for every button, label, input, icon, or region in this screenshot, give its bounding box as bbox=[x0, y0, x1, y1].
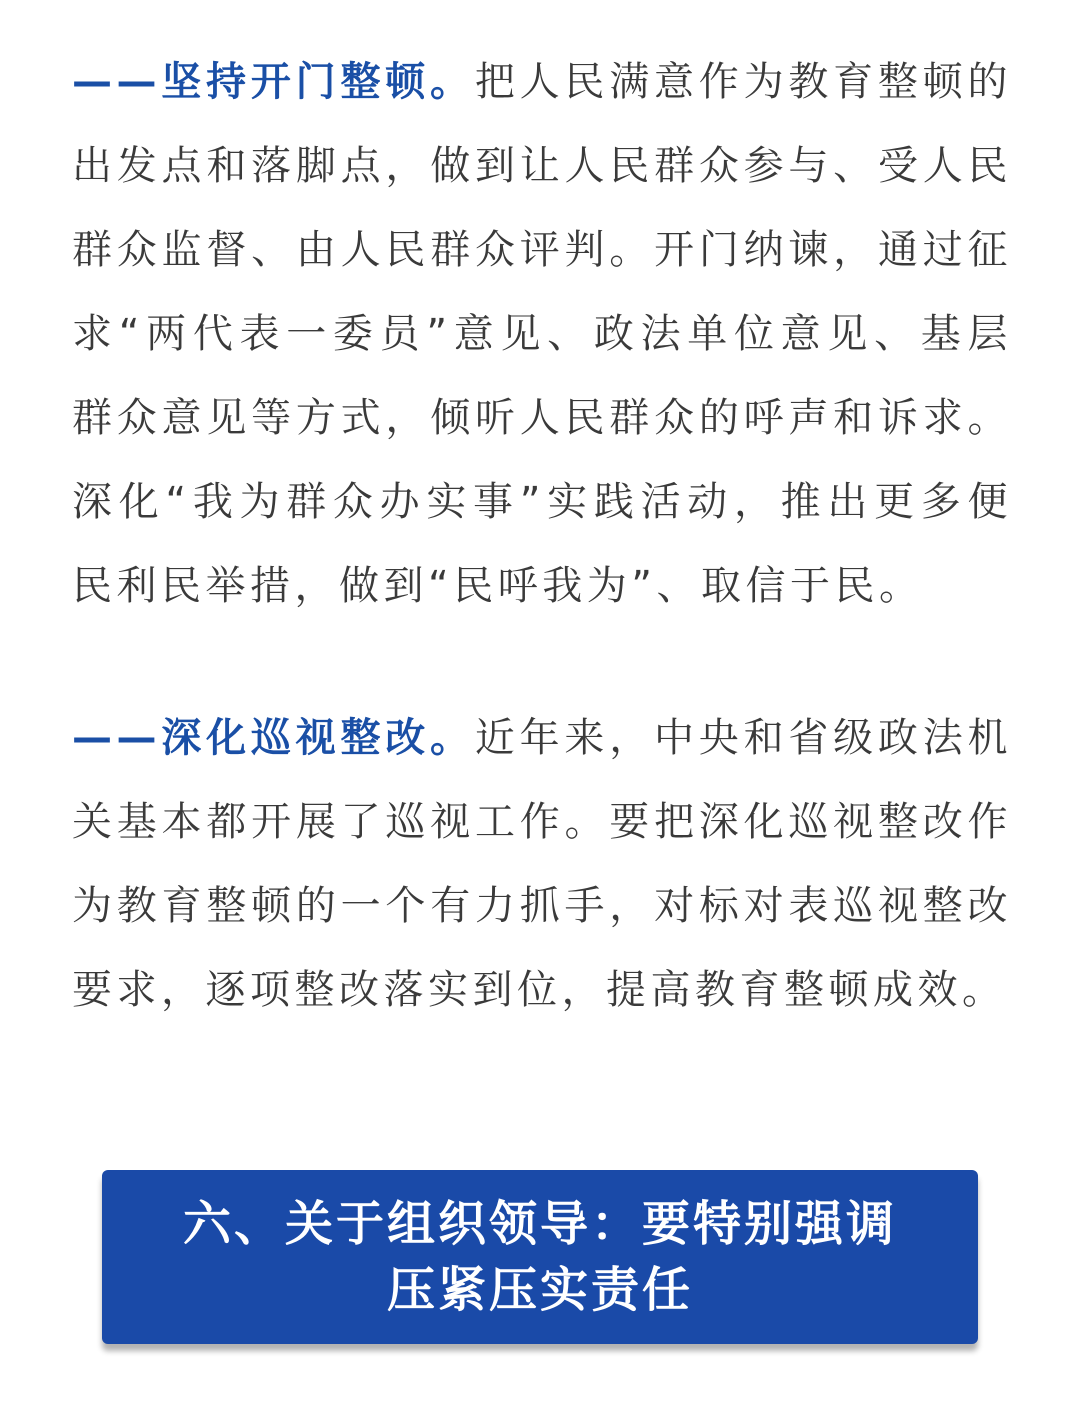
paragraph-open-rectification bbox=[72, 40, 1012, 628]
banner-title-line-2: 压紧压实责任 bbox=[386, 1262, 693, 1318]
banner-title-line-1: 六、关于组织领导：要特别强调 bbox=[182, 1196, 897, 1252]
section-heading-banner bbox=[102, 1170, 978, 1344]
paragraph-inspection-rectification bbox=[72, 696, 1012, 1032]
paragraph-body: 把人民满意作为教育整顿的出发点和落脚点，做到让人民群众参与、受人民群众监督、由人民群众评判。开门纳谏，通过征求“两代表一委员”意见、政法单位意见、基层群众意见等方式，倾听人民群众的呼声和诉求。深化“我为群众办实事”实践活动，推出更多便民利民举措，做到“民呼我为”、取信于民。 bbox=[72, 59, 1013, 609]
paragraph-lead: ——坚持开门整顿。 bbox=[72, 59, 475, 105]
paragraph-lead: ——深化巡视整改。 bbox=[72, 715, 475, 761]
article bbox=[72, 40, 1012, 1032]
paragraph-body: 近年来，中央和省级政法机关基本都开展了巡视工作。要把深化巡视整改作为教育整顿的一个有力抓手，对标对表巡视整改要求，逐项整改落实到位，提高教育整顿成效。 bbox=[72, 715, 1013, 1013]
